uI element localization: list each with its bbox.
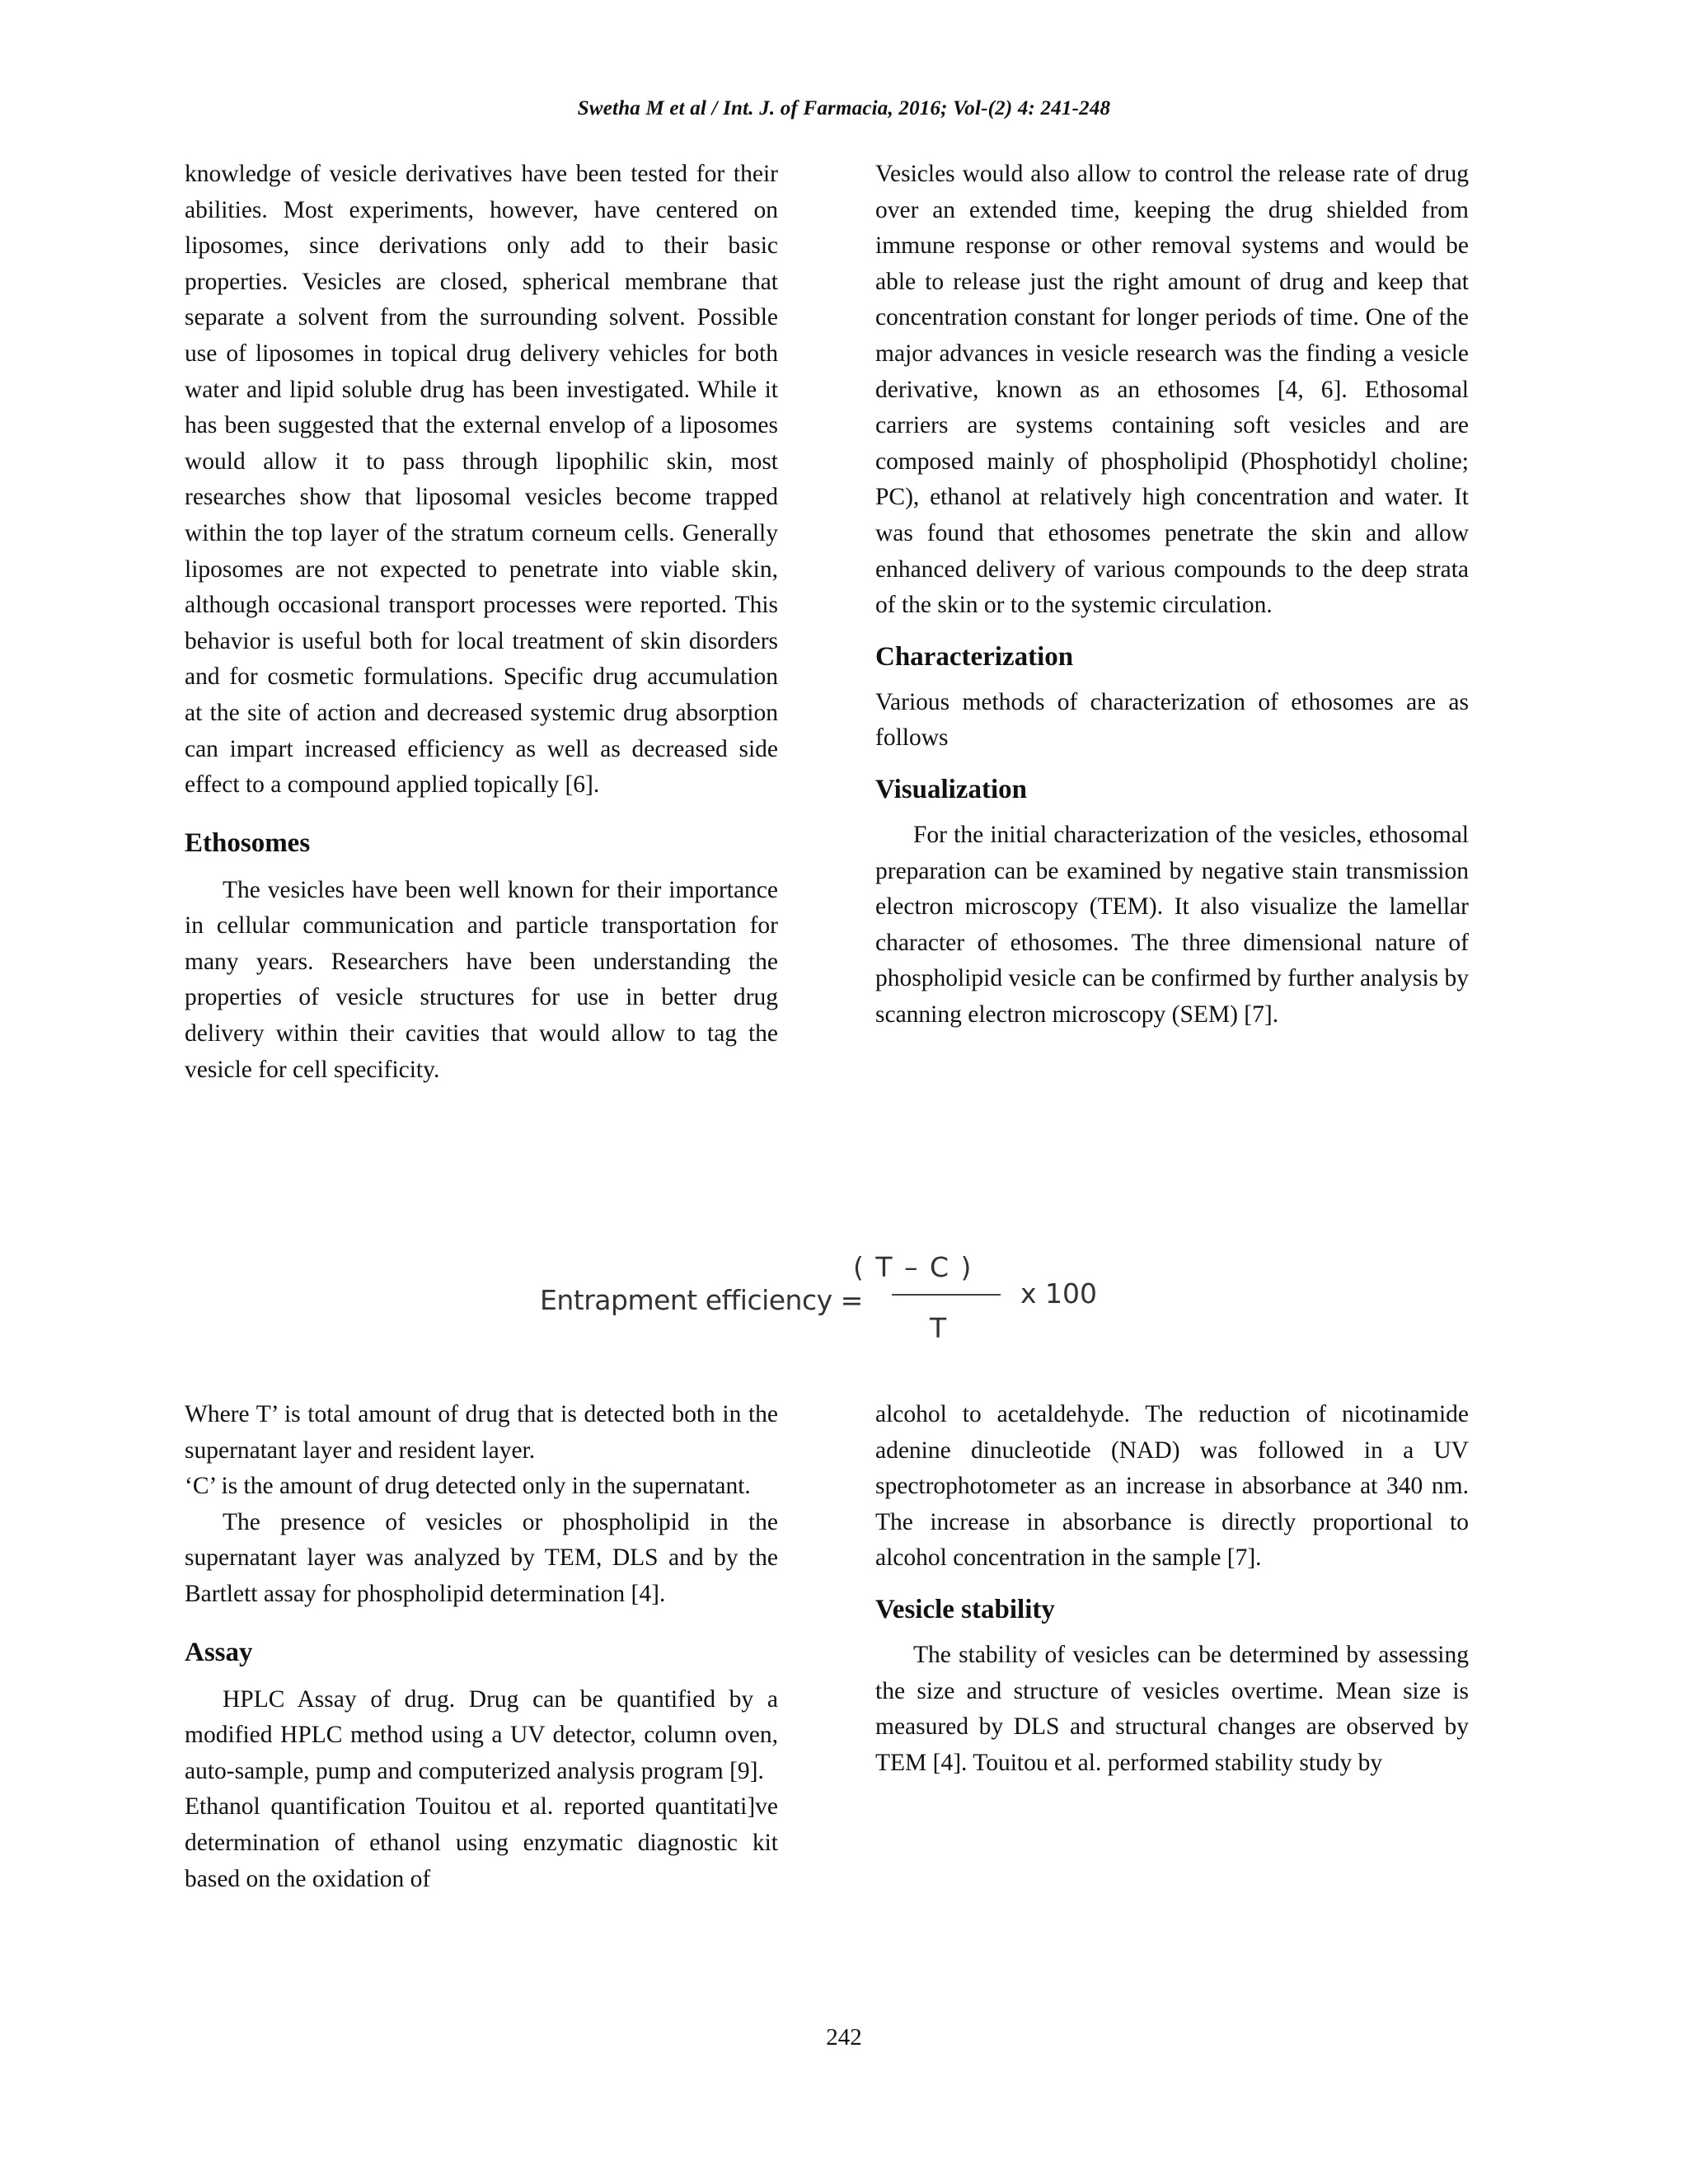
paragraph-characterization-methods: Various methods of characterization of ethosomes are as follows xyxy=(875,688,1469,752)
formula-lhs: Entrapment efficiency = xyxy=(540,1284,863,1316)
paragraph-hplc-assay: HPLC Assay of drug. Drug can be quantified by a modified HPLC method using a UV detector, column oven, auto-sample, pump and computerized analysis program [9]. xyxy=(185,1685,778,1784)
formula-denominator: T xyxy=(930,1312,947,1344)
paragraph-vesicle-stability: The stability of vesicles can be determined by assessing the size and structure of vesicles overtime. Mean size is measured by DLS and structural changes are observed by TEM [4]. Touitou et al. performed stability study by xyxy=(875,1641,1469,1776)
left-column-bottom xyxy=(185,1397,778,1897)
heading-visualization: Visualization xyxy=(875,774,1027,804)
right-column-bottom xyxy=(875,1397,1469,1781)
heading-vesicle-stability: Vesicle stability xyxy=(875,1594,1055,1624)
paragraph-supernatant-analysis: The presence of vesicles or phospholipid in the supernatant layer was analyzed by TEM, DLS and by the Bartlett assay for phospholipid determination [4]. xyxy=(185,1508,778,1607)
formula-numerator: ( T – C ) xyxy=(853,1251,973,1283)
paragraph-ethanol-quantification: Ethanol quantification Touitou et al. reported quantitati]ve determination of ethanol using enzymatic diagnostic kit based on the oxidation of xyxy=(185,1793,778,1892)
running-head: Swetha M et al / Int. J. of Farmacia, 2016; Vol-(2) 4: 241-248 xyxy=(577,97,1111,120)
paragraph-ethosomes-intro: The vesicles have been well known for their importance in cellular communication and particle transportation for many years. Researchers have been understanding the properties of vesicle structures for use in better drug delivery within their cavities that would allow to tag the vesicle for cell specificity. xyxy=(185,876,778,1083)
paragraph-controlled-release: Vesicles would also allow to control the release rate of drug over an extended time, keeping the drug shielded from immune response or other removal systems and would be able to release just the right amount of drug and keep that concentration constant for longer periods of time. One of the major advances in vesicle research was the finding a vesicle derivative, known as an ethosomes [4, 6]. Ethosomal carriers are systems containing soft vesicles and are composed mainly of phospholipid (Phosphotidyl choline; PC), ethanol at relatively high concentration and water. It was found that ethosomes penetrate the skin and allow enhanced delivery of various compounds to the deep strata of the skin or to the systemic circulation. xyxy=(875,161,1469,619)
heading-characterization: Characterization xyxy=(875,641,1074,672)
entrapment-efficiency-formula xyxy=(0,1236,1688,1368)
paragraph-alcohol-oxidation: alcohol to acetaldehyde. The reduction of nicotinamide adenine dinucleotide (NAD) was followed in a UV spectrophotometer as an increase in absorbance at 340 nm. The increase in absorbance is directly proportional to alcohol concentration in the sample [7]. xyxy=(875,1401,1469,1572)
heading-ethosomes: Ethosomes xyxy=(185,827,311,858)
right-column-top xyxy=(875,157,1469,1033)
paragraph-vesicle-derivatives: knowledge of vesicle derivatives have been tested for their abilities. Most experiments, however, have centered on liposomes, since derivations only add to their basic properties. Vesicles are closed, spherical membrane that separate a solvent from the surrounding solvent. Possible use of liposomes in topical drug delivery vehicles for both water and lipid soluble drug has been investigated. While it has been suggested that the external envelop of a liposomes would allow it to pass through lipophilic skin, most researches show that liposomal vesicles become trapped within the top layer of the stratum corneum cells. Generally liposomes are not expected to penetrate into viable skin, although occasional transport processes were reported. This behavior is useful both for local treatment of skin disorders and for cosmetic formulations. Specific drug accumulation at the site of action and decreased systemic drug absorption can impart increased efficiency as well as decreased side effect to a compound applied topically [6]. xyxy=(185,161,778,799)
formula-fraction-bar xyxy=(892,1294,1001,1296)
left-column-top xyxy=(185,157,778,1088)
formula-multiplier: x 100 xyxy=(1020,1277,1098,1310)
heading-assay: Assay xyxy=(185,1637,253,1667)
paragraph-definition-t: Where T’ is total amount of drug that is detected both in the supernatant layer and resident layer. xyxy=(185,1401,778,1464)
paragraph-definition-c: ‘C’ is the amount of drug detected only in the supernatant. xyxy=(185,1473,751,1500)
paragraph-visualization: For the initial characterization of the vesicles, ethosomal preparation can be examined by negative stain transmission electron microscopy (TEM). It also visualize the lamellar character of ethosomes. The three dimensional nature of phospholipid vesicle can be confirmed by further analysis by scanning electron microscopy (SEM) [7]. xyxy=(875,821,1469,1028)
page-number: 242 xyxy=(826,2024,862,2050)
